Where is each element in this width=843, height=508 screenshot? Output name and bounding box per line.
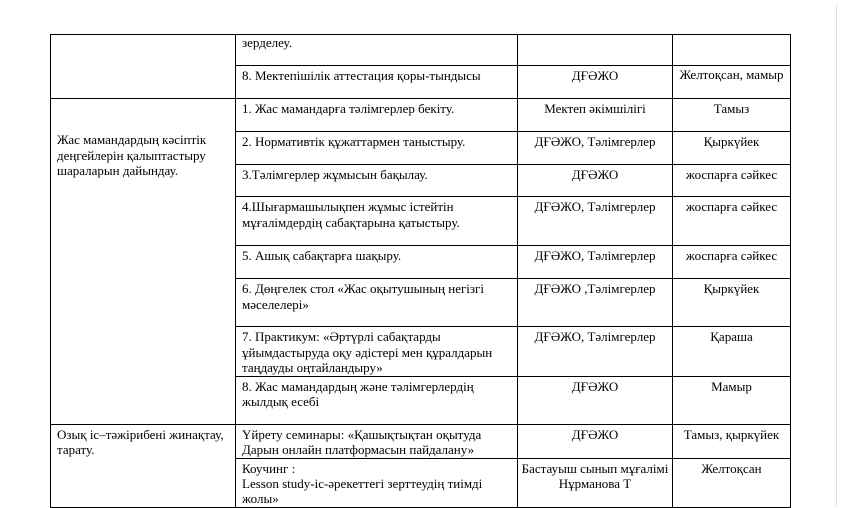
- responsible-cell: ДҒӘЖО: [518, 66, 673, 99]
- deadline-cell: Тамыз: [673, 99, 791, 132]
- page-edge-line: [836, 4, 837, 507]
- deadline-cell: Желтоқсан: [673, 458, 791, 507]
- deadline-cell: Қыркүйек: [673, 132, 791, 165]
- deadline-cell: [673, 35, 791, 66]
- deadline-cell: Мамыр: [673, 376, 791, 424]
- responsible-cell: [518, 35, 673, 66]
- responsible-cell: ДҒӘЖО: [518, 376, 673, 424]
- task-cell: 7. Практикум: «Әртүрлі сабақтарды ұйымдастыруда оқу әдістері мен құралдарын таңдауды оңтайландыру»: [236, 327, 518, 377]
- deadline-cell: жоспарға сәйкес: [673, 165, 791, 197]
- table-row: [51, 424, 791, 458]
- deadline-cell: жоспарға сәйкес: [673, 197, 791, 246]
- responsible-cell: Бастауыш сынып мұғалімі Нұрманова Т: [518, 458, 673, 507]
- deadline-text: Желтоқсан, мамыр: [679, 67, 784, 82]
- section-cell: Жас мамандардың кәсіптік деңгейлерін қалыптастыру шараларын дайындау.: [51, 99, 236, 425]
- plan-table: [50, 34, 791, 508]
- responsible-cell: ДҒӘЖО, Тәлімгерлер: [518, 246, 673, 279]
- responsible-cell: ДҒӘЖО: [518, 165, 673, 197]
- table-row: [51, 35, 791, 66]
- section-cell: [51, 35, 236, 99]
- section-cell: Озық іс–тәжірибені жинақтау, тарату.: [51, 424, 236, 507]
- table-row: [51, 99, 791, 132]
- task-cell: 6. Дөңгелек стол «Жас оқытушының негізгі мәселелері»: [236, 279, 518, 327]
- task-cell: зерделеу.: [236, 35, 518, 66]
- task-cell: 2. Нормативтік құжаттармен таныстыру.: [236, 132, 518, 165]
- deadline-cell: [673, 66, 791, 99]
- deadline-cell: жоспарға сәйкес: [673, 246, 791, 279]
- responsible-cell: ДҒӘЖО, Тәлімгерлер: [518, 327, 673, 377]
- task-cell: 1. Жас мамандарға тәлімгерлер бекіту.: [236, 99, 518, 132]
- responsible-cell: ДҒӘЖО, Тәлімгерлер: [518, 197, 673, 246]
- deadline-cell: Қыркүйек: [673, 279, 791, 327]
- task-cell: 8. Жас мамандардың және тәлімгерлердің жылдық есебі: [236, 376, 518, 424]
- responsible-cell: ДҒӘЖО ,Тәлімгерлер: [518, 279, 673, 327]
- task-cell: Коучинг : Lesson study-іс-әрекеттегі зерттеудің тиімді жолы»: [236, 458, 518, 507]
- task-cell: 5. Ашық сабақтарға шақыру.: [236, 246, 518, 279]
- responsible-cell: Мектеп әкімшілігі: [518, 99, 673, 132]
- responsible-cell: ДҒӘЖО, Тәлімгерлер: [518, 132, 673, 165]
- task-cell: 4.Шығармашылықпен жұмыс істейтін мұғалімдердің сабақтарына қатыстыру.: [236, 197, 518, 246]
- deadline-cell: Тамыз, қыркүйек: [673, 424, 791, 458]
- task-cell: 3.Тәлімгерлер жұмысын бақылау.: [236, 165, 518, 197]
- task-cell: 8. Мектепішілік аттестация қоры-тындысы: [236, 66, 518, 99]
- responsible-cell: ДҒӘЖО: [518, 424, 673, 458]
- task-cell: Үйрету семинары: «Қашықтықтан оқытуда Дарын онлайн платформасын пайдалану»: [236, 424, 518, 458]
- deadline-cell: Қараша: [673, 327, 791, 377]
